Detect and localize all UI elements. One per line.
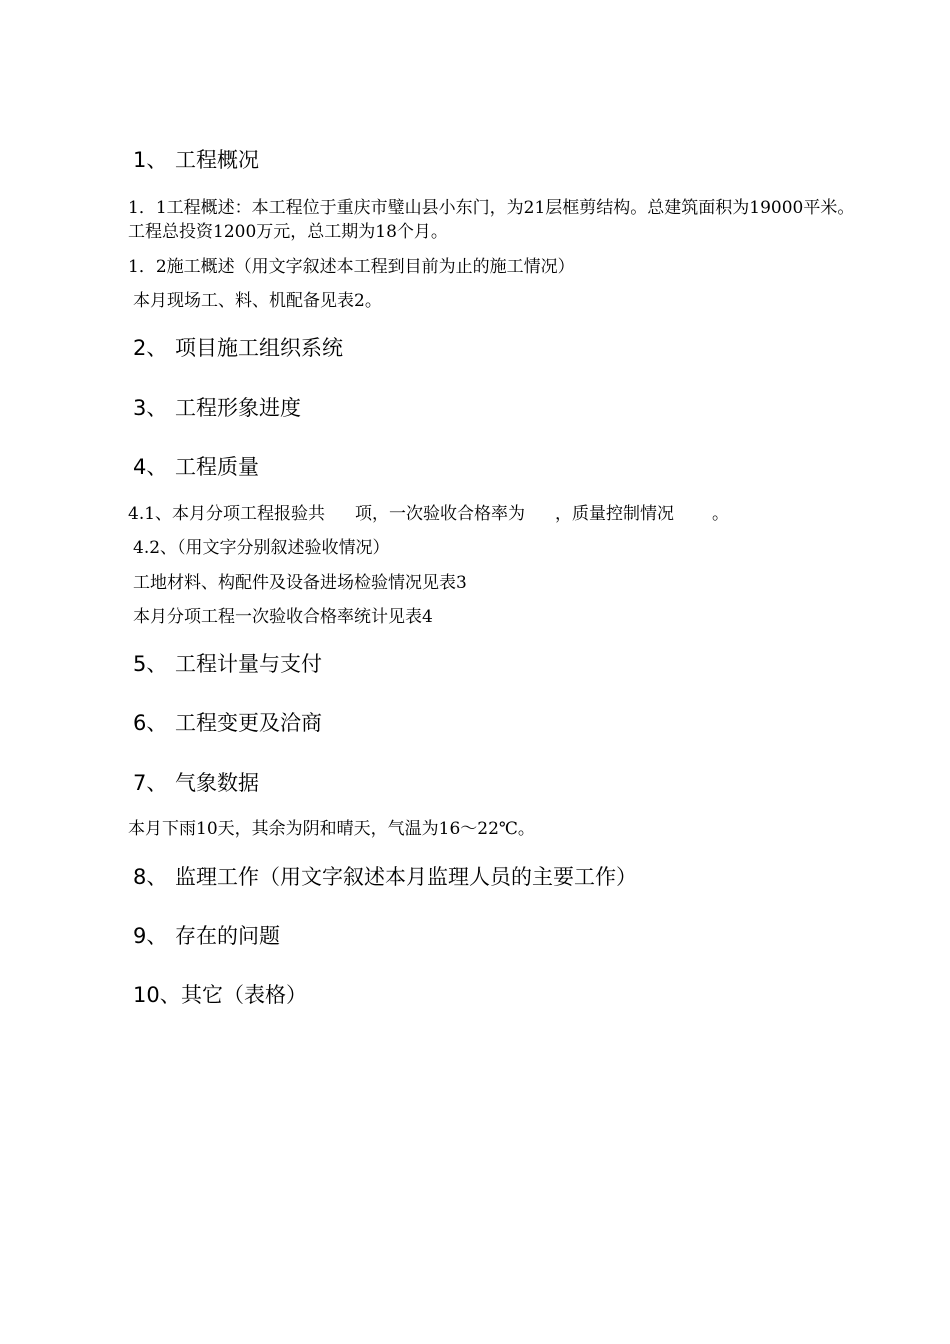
section-title: 气象数据 <box>175 771 259 795</box>
section-heading-8 <box>133 863 637 891</box>
section-title: 工程形象进度 <box>175 396 301 420</box>
paragraph-resources: 本月现场工、料、机配备见表2。 <box>133 291 382 311</box>
paragraph-project-overview: 1．1工程概述：本工程位于重庆市璧山县小东门，为21层框剪结构。总建筑面积为19000平米。工程总投资1200万元，总工期为18个月。 <box>128 198 855 242</box>
section-number: 3、 <box>133 396 168 420</box>
section-number: 9、 <box>133 924 168 948</box>
section-number: 4、 <box>133 455 168 479</box>
paragraph-inspection-summary <box>128 503 729 525</box>
section-number: 2、 <box>133 336 168 360</box>
inspection-text-1: 4.1、本月分项工程报验共 <box>128 504 326 524</box>
section-number: 6、 <box>133 711 168 735</box>
section-title: 工程变更及洽商 <box>175 711 322 735</box>
section-title: 其它（表格） <box>181 983 307 1007</box>
section-heading-5 <box>133 650 322 678</box>
section-heading-4 <box>133 453 259 481</box>
paragraph-weather: 本月下雨10天，其余为阴和晴天，气温为16～22℃。 <box>128 819 535 839</box>
section-title: 监理工作（用文字叙述本月监理人员的主要工作） <box>175 865 637 889</box>
section-number: 1、 <box>133 148 168 172</box>
section-heading-3 <box>133 394 301 422</box>
inspection-text-4: 。 <box>712 504 730 524</box>
section-heading-7 <box>133 769 259 797</box>
section-number: 10、 <box>133 983 181 1007</box>
section-title: 存在的问题 <box>175 924 280 948</box>
inspection-text-3: ，质量控制情况 <box>555 504 675 524</box>
paragraph-material-inspection: 工地材料、构配件及设备进场检验情况见表3 <box>133 573 467 593</box>
section-heading-2 <box>133 334 343 362</box>
section-heading-1 <box>133 146 259 174</box>
inspection-text-2: 项，一次验收合格率为 <box>355 504 526 524</box>
paragraph-construction-overview: 1．2施工概述（用文字叙述本工程到目前为止的施工情况） <box>128 257 575 277</box>
section-number: 8、 <box>133 865 168 889</box>
section-number: 5、 <box>133 652 168 676</box>
section-heading-6 <box>133 709 322 737</box>
section-number: 7、 <box>133 771 168 795</box>
section-title: 工程质量 <box>175 455 259 479</box>
section-title: 工程概况 <box>175 148 259 172</box>
section-title: 工程计量与支付 <box>175 652 322 676</box>
section-heading-10 <box>133 981 307 1009</box>
paragraph-pass-rate: 本月分项工程一次验收合格率统计见表4 <box>133 607 433 627</box>
section-title: 项目施工组织系统 <box>175 336 343 360</box>
section-heading-9 <box>133 922 280 950</box>
paragraph-inspection-details: 4.2、（用文字分别叙述验收情况） <box>133 538 390 558</box>
